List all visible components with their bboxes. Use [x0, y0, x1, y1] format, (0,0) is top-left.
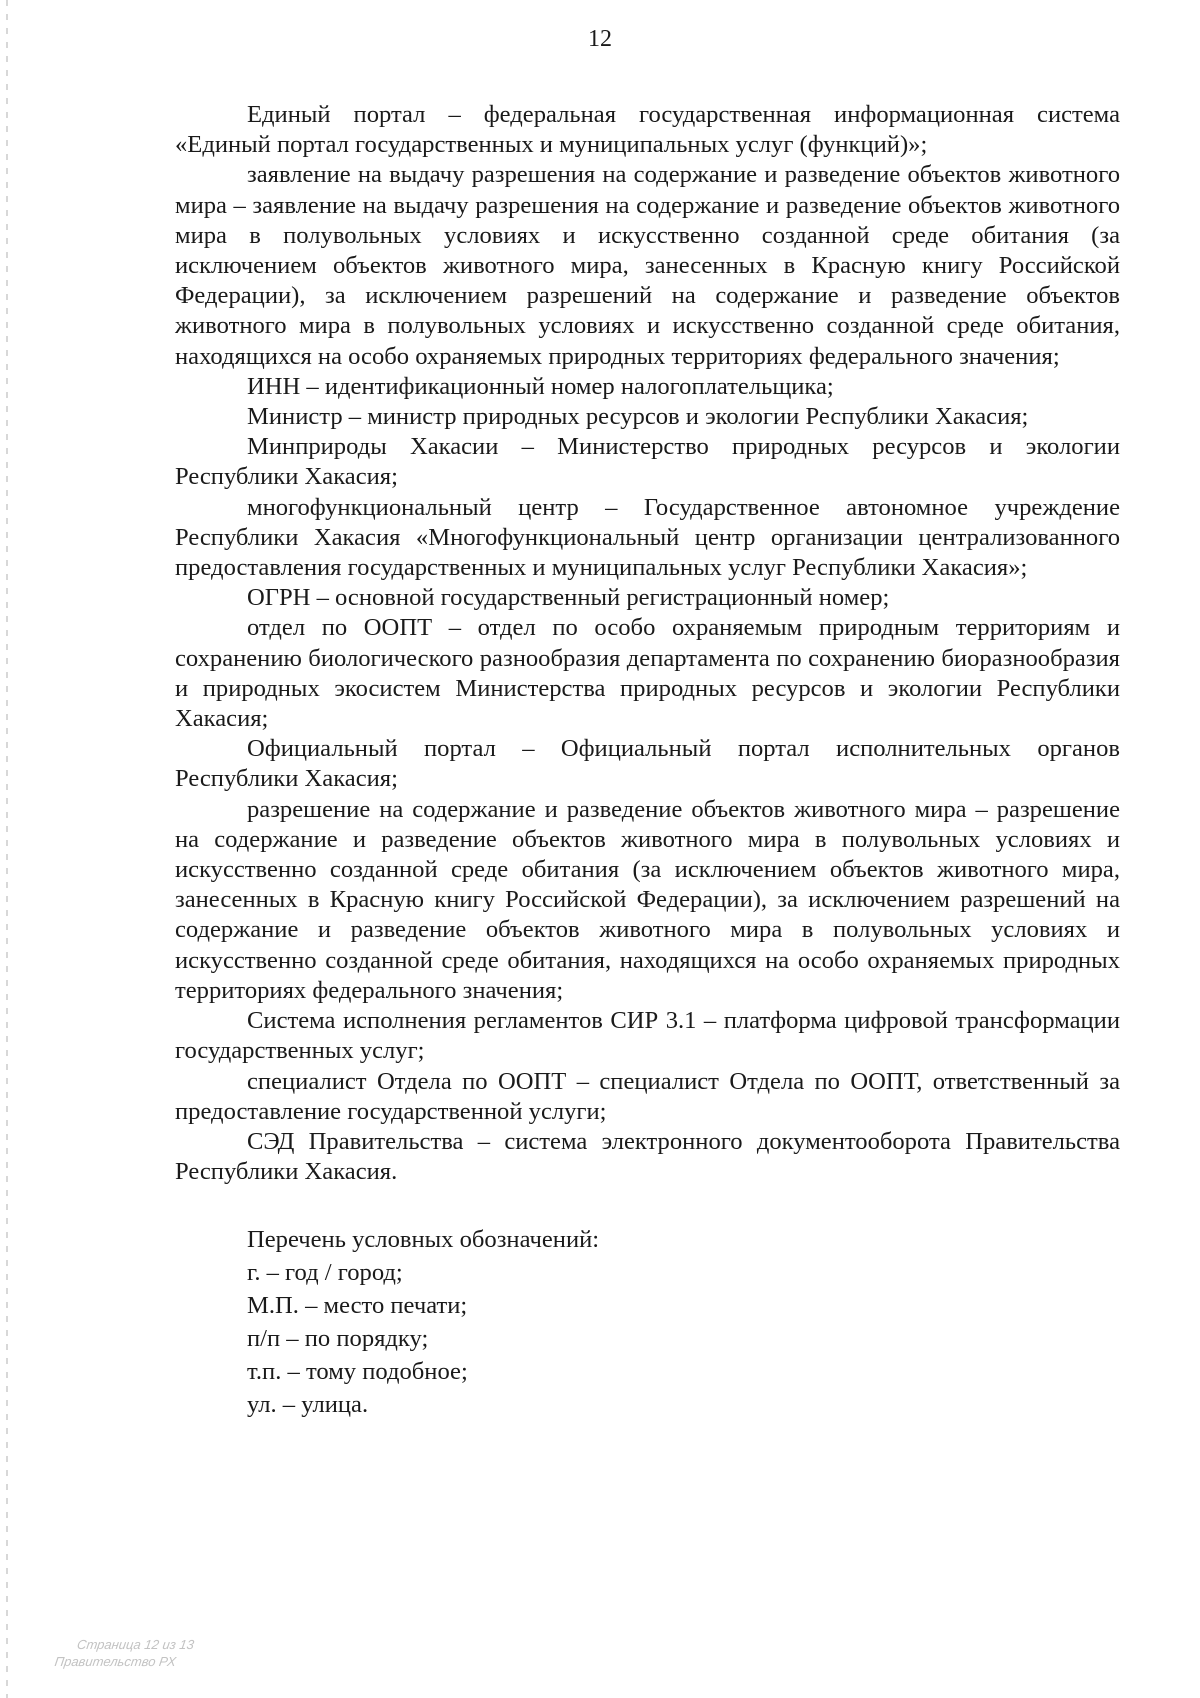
- definition-paragraph: отдел по ООПТ – отдел по особо охраняемым природным территориям и сохранению биологического разнообразия департамента по сохранению биоразнообразия и природных экосистем Министерства природных ресурсов и экологии Республики Хакасия;: [175, 614, 1120, 733]
- faded-footer-stamp: [54, 1636, 196, 1670]
- definition-paragraph: ИНН – идентификационный номер налогоплательщика;: [247, 372, 834, 400]
- definition-paragraph: Минприроды Хакасии – Министерство природных ресурсов и экологии Республики Хакасия;: [175, 433, 1120, 491]
- definition-paragraph: СЭД Правительства – система электронного документооборота Правительства Республики Хакасия.: [175, 1127, 1120, 1186]
- legend-item: т.п. – тому подобное;: [247, 1358, 468, 1386]
- stamp-line: Правительство РХ: [53, 1654, 177, 1669]
- section-spacer: [175, 1187, 1120, 1223]
- legend-item: ул. – улица.: [247, 1391, 369, 1419]
- legend-item: М.П. – место печати;: [247, 1292, 468, 1320]
- legend-item: п/п – по порядку;: [247, 1325, 429, 1353]
- definition-paragraph: Министр – министр природных ресурсов и экологии Республики Хакасия;: [247, 403, 1029, 431]
- definition-paragraph: Единый портал – федеральная государственная информационная система «Единый портал государственных и муниципальных услуг (функций)»;: [175, 101, 1120, 159]
- legend-item: г. – год / город;: [247, 1259, 403, 1287]
- page-number: 12: [588, 26, 612, 52]
- definition-paragraph: ОГРН – основной государственный регистрационный номер;: [247, 584, 890, 612]
- stamp-line: Страница 12 из 13: [76, 1637, 196, 1652]
- definition-paragraph: специалист Отдела по ООПТ – специалист Отдела по ООПТ, ответственный за предоставление государственной услуги;: [175, 1067, 1120, 1125]
- definition-paragraph: Система исполнения регламентов СИР 3.1 – платформа цифровой трансформации государственных услуг;: [175, 1007, 1120, 1065]
- legend-title: Перечень условных обозначений:: [247, 1226, 600, 1254]
- definition-paragraph: заявление на выдачу разрешения на содержание и разведение объектов животного мира – заявление на выдачу разрешения на содержание и разведение объектов животного мира в полувольных условиях и искусственно созданной среде обитания (за исключением объектов животного мира, занесенных в Красную книгу Российской Федерации), за исключением разрешений на содержание и разведение объектов животного мира в полувольных условиях и искусственно созданной среде обитания, находящихся на особо охраняемых природных территориях федерального значения;: [175, 161, 1120, 370]
- scan-edge-artifact: [6, 0, 8, 1698]
- definition-paragraph: разрешение на содержание и разведение объектов животного мира – разрешение на содержание и разведение объектов животного мира в полувольных условиях и искусственно созданной среде обитания (за исключением объектов животного мира, занесенных в Красную книгу Российской Федерации), за исключением разрешений на содержание и разведение объектов животного мира в полувольных условиях и искусственно созданной среде обитания, находящихся на особо охраняемых природных территориях федерального значения;: [175, 795, 1120, 1004]
- document-body: [175, 100, 1120, 1421]
- definition-paragraph: многофункциональный центр – Государственное автономное учреждение Республики Хакасия «Многофункциональный центр организации централизованного предоставления государственных и муниципальных услуг Республики Хакасия»;: [175, 493, 1120, 582]
- definition-paragraph: Официальный портал – Официальный портал исполнительных органов Республики Хакасия;: [175, 735, 1120, 793]
